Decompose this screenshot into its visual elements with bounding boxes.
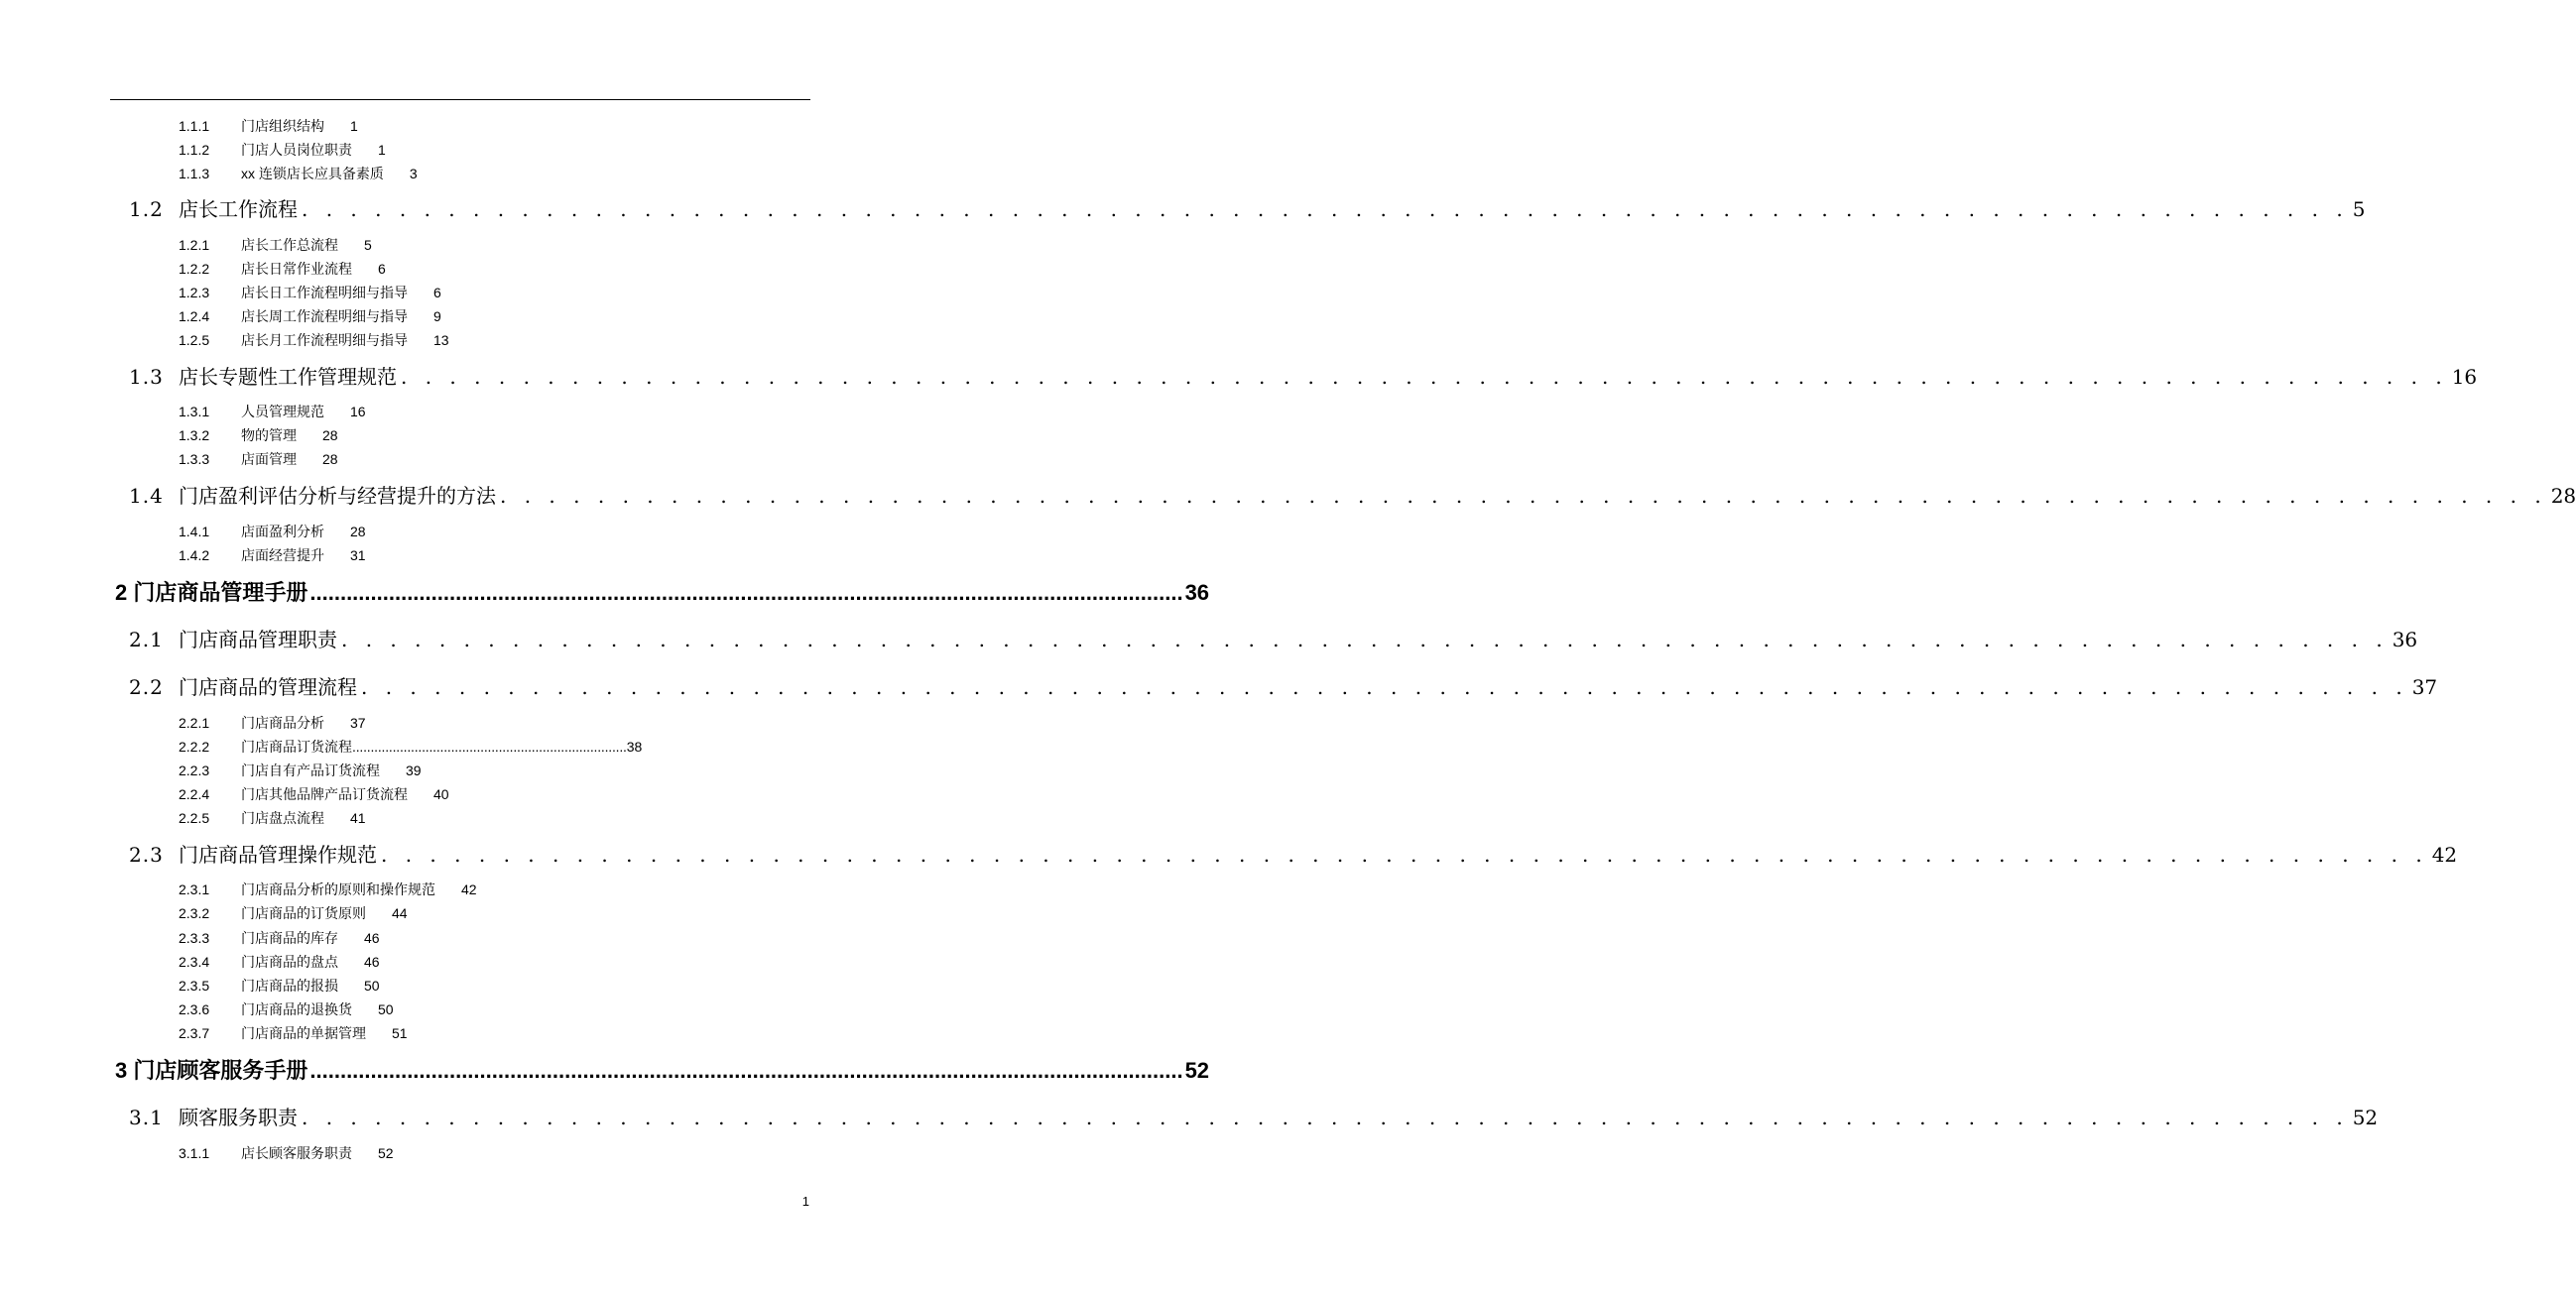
toc-page: 37 xyxy=(2411,675,2438,699)
toc-page: 42 xyxy=(461,881,477,897)
toc-title: 顾客服务职责 xyxy=(179,1106,298,1129)
toc-number: 2.3.7 xyxy=(179,1025,210,1041)
toc-page: 28 xyxy=(350,524,366,539)
toc-page: 37 xyxy=(350,715,366,731)
toc-title: 店长周工作流程明细与指导 xyxy=(241,308,408,324)
toc-page: 36 xyxy=(2392,628,2418,651)
toc-leader-dots: . . . . . . . . . . . . . . . . . . . . . . . . . . . . . . . . . . . . . . . . . . . . . . . . . . . . . . . . . . . . . . . . . . . . . . . . . . . . . . . . . . . . xyxy=(302,197,2349,221)
toc-title: 门店商品的管理流程 xyxy=(179,675,357,699)
toc-entry-1-2-4[interactable] xyxy=(0,307,913,325)
toc-title: 门店其他品牌产品订货流程 xyxy=(241,786,408,802)
toc-page: 1 xyxy=(350,118,358,134)
toc-entry-1-2[interactable] xyxy=(0,196,2366,222)
toc-title: 门店商品分析的原则和操作规范 xyxy=(241,881,435,897)
toc-number: 2.2.5 xyxy=(179,810,210,826)
toc-number: 1.1.3 xyxy=(179,166,210,181)
toc-entry-2-2-2[interactable] xyxy=(0,738,913,756)
toc-number: 1.4 xyxy=(129,484,164,508)
toc-number: 1.4.1 xyxy=(179,524,210,539)
toc-entry-1-3-2[interactable] xyxy=(0,426,913,444)
toc-number: 1.3.2 xyxy=(179,427,210,443)
toc-entry-1-2-1[interactable] xyxy=(0,236,913,254)
toc-page: 52 xyxy=(1184,1058,1210,1083)
toc-number: 1.3.3 xyxy=(179,451,210,467)
toc-page: 16 xyxy=(350,404,366,419)
toc-title: 店长顾客服务职责 xyxy=(241,1145,352,1161)
toc-entry-3-1[interactable] xyxy=(0,1105,2379,1130)
toc-title: 门店顾客服务手册 xyxy=(133,1058,308,1083)
toc-leader-dots: . . . . . . . . . . . . . . . . . . . . . . . . . . . . . . . . . . . . . . . . . . . . . . . . . . . . . . . . . . . . . . . . . . . . . . . . . . . . . . . . . . . . xyxy=(361,675,2408,699)
toc-title: 物的管理 xyxy=(241,427,297,443)
toc-title: 门店商品的报损 xyxy=(241,978,338,994)
header-rule xyxy=(110,99,810,100)
toc-chapter-3[interactable] xyxy=(0,1057,1210,1085)
toc-page: 46 xyxy=(364,930,380,946)
toc-entry-1-1-1[interactable] xyxy=(0,117,913,135)
toc-entry-2-2-3[interactable] xyxy=(0,762,913,779)
toc-title: 店长月工作流程明细与指导 xyxy=(241,332,408,348)
toc-page: 41 xyxy=(350,810,366,826)
toc-page: 38 xyxy=(626,739,643,755)
toc-entry-1-1-2[interactable] xyxy=(0,141,913,159)
toc-leader-dots: ................................................................................................................................................ xyxy=(309,1058,1183,1083)
toc-number: 1.2.1 xyxy=(179,237,210,253)
toc-entry-2-3-5[interactable] xyxy=(0,977,913,995)
toc-number: 2.3.4 xyxy=(179,954,210,970)
toc-title: 店长工作流程 xyxy=(179,197,298,221)
toc-number: 1.1.1 xyxy=(179,118,210,134)
toc-entry-3-1-1[interactable] xyxy=(0,1144,913,1162)
toc-entry-2-3-1[interactable] xyxy=(0,880,913,898)
toc-title: 门店组织结构 xyxy=(241,118,324,134)
toc-number: 1.2.5 xyxy=(179,332,210,348)
toc-title: 门店商品的库存 xyxy=(241,930,338,946)
toc-entry-2-3-6[interactable] xyxy=(0,1000,913,1018)
toc-page: 50 xyxy=(378,1001,394,1017)
toc-number: 3.1 xyxy=(129,1106,164,1129)
toc-page: 42 xyxy=(2431,843,2458,867)
toc-title: 店长日工作流程明细与指导 xyxy=(241,285,408,300)
toc-title: xx 连锁店长应具备素质 xyxy=(241,166,384,181)
toc-leader-dots: . . . . . . . . . . . . . . . . . . . . . . . . . . . . . . . . . . . . . . . . . . . . . . . . . . . . . . . . . . . . . . . . . . . . . . . . . . . . . . . . . . . . xyxy=(381,843,2428,867)
toc-title: 店长日常作业流程 xyxy=(241,261,352,277)
toc-title: 门店盘点流程 xyxy=(241,810,324,826)
toc-title: 门店商品分析 xyxy=(241,715,324,731)
toc-title: 门店商品管理操作规范 xyxy=(179,843,377,867)
toc-entry-1-2-3[interactable] xyxy=(0,284,913,301)
toc-number: 2.3.5 xyxy=(179,978,210,994)
toc-number: 3.1.1 xyxy=(179,1145,210,1161)
toc-number: 1.2.2 xyxy=(179,261,210,277)
toc-title: 门店商品管理手册 xyxy=(133,580,308,605)
toc-number: 2.3.1 xyxy=(179,881,210,897)
toc-entry-1-2-5[interactable] xyxy=(0,331,913,349)
toc-page: 28 xyxy=(2550,484,2576,508)
toc-page: 16 xyxy=(2451,365,2478,389)
toc-entry-2-3-4[interactable] xyxy=(0,953,913,971)
toc-number: 2.2.1 xyxy=(179,715,210,731)
toc-entry-2-3[interactable] xyxy=(0,842,2458,868)
toc-page: 46 xyxy=(364,954,380,970)
toc-page: 9 xyxy=(433,308,441,324)
toc-title: 门店商品订货流程 xyxy=(241,739,352,755)
toc-entry-2-3-7[interactable] xyxy=(0,1024,913,1042)
toc-title: 店面经营提升 xyxy=(241,547,324,563)
toc-page: 1 xyxy=(378,142,386,158)
toc-entry-1-3-3[interactable] xyxy=(0,450,913,468)
toc-entry-2-3-3[interactable] xyxy=(0,929,913,947)
toc-page: 6 xyxy=(433,285,441,300)
toc-title: 店长工作总流程 xyxy=(241,237,338,253)
toc-title: 门店商品的盘点 xyxy=(241,954,338,970)
toc-entry-1-4[interactable] xyxy=(0,483,2576,509)
toc-page: 5 xyxy=(2352,197,2366,221)
toc-number: 2.3.3 xyxy=(179,930,210,946)
toc-title: 门店人员岗位职责 xyxy=(241,142,352,158)
toc-page: 51 xyxy=(392,1025,408,1041)
toc-page: 39 xyxy=(406,763,422,778)
toc-chapter-2[interactable] xyxy=(0,579,1210,607)
toc-title: 门店盈利评估分析与经营提升的方法 xyxy=(179,484,496,508)
toc-title: 人员管理规范 xyxy=(241,404,324,419)
toc-number: 1.3 xyxy=(129,365,164,389)
toc-entry-1-3[interactable] xyxy=(0,364,2478,390)
toc-page: 5 xyxy=(364,237,372,253)
toc-number: 2.2 xyxy=(129,675,164,699)
toc-leader-dots: . . . . . . . . . . . . . . . . . . . . . . . . . . . . . . . . . . . . . . . . . . . . . . . . . . . . . . . . . . . . . . . . . . . . . . . . . . . . . . . . . . . . xyxy=(401,365,2448,389)
toc-number: 2.2.4 xyxy=(179,786,210,802)
toc-page: 28 xyxy=(322,451,338,467)
toc-leader-dots: . . . . . . . . . . . . . . . . . . . . . . . . . . . . . . . . . . . . . . . . . . . . . . . . . . . . . . . . . . . . . . . . . . . . . . . . . . . . . . . . . . . . xyxy=(341,628,2389,651)
toc-number: 1.2 xyxy=(129,197,164,221)
toc-number: 2.3 xyxy=(129,843,164,867)
toc-entry-1-1-3[interactable] xyxy=(0,165,913,182)
toc-entry-1-3-1[interactable] xyxy=(0,403,913,420)
toc-title: 门店自有产品订货流程 xyxy=(241,763,380,778)
toc-number: 2.3.6 xyxy=(179,1001,210,1017)
toc-page: 3 xyxy=(409,166,418,181)
toc-title: 门店商品的订货原则 xyxy=(241,905,366,921)
toc-title: 门店商品管理职责 xyxy=(179,628,337,651)
toc-entry-1-4-2[interactable] xyxy=(0,546,913,564)
toc-number: 1.1.2 xyxy=(179,142,210,158)
toc-entry-2-2-1[interactable] xyxy=(0,714,913,732)
toc-leader-dots: ................................................................................................................................................ xyxy=(309,580,1183,605)
toc-number: 3 xyxy=(115,1058,128,1083)
toc-number: 1.2.4 xyxy=(179,308,210,324)
toc-entry-2-3-2[interactable] xyxy=(0,904,913,922)
toc-number: 1.4.2 xyxy=(179,547,210,563)
toc-page: 44 xyxy=(392,905,408,921)
toc-leader-dots: . . . . . . . . . . . . . . . . . . . . . . . . . . . . . . . . . . . . . . . . . . . . . . . . . . . . . . . . . . . . . . . . . . . . . . . . . . . . . . . . . . . . xyxy=(302,1106,2349,1129)
toc-number: 1.3.1 xyxy=(179,404,210,419)
toc-title: 门店商品的退换货 xyxy=(241,1001,352,1017)
toc-leader-dots: ........................................................................... xyxy=(352,739,627,755)
toc-page: 40 xyxy=(433,786,449,802)
toc-entry-1-4-1[interactable] xyxy=(0,523,913,540)
toc-entry-2-2[interactable] xyxy=(0,674,2438,700)
toc-page: 50 xyxy=(364,978,380,994)
toc-title: 店面管理 xyxy=(241,451,297,467)
toc-page: 6 xyxy=(378,261,386,277)
toc-page: 52 xyxy=(2352,1106,2379,1129)
toc-page: 31 xyxy=(350,547,366,563)
toc-number: 2.1 xyxy=(129,628,164,651)
toc-entry-2-2-5[interactable] xyxy=(0,809,913,827)
toc-entry-2-1[interactable] xyxy=(0,627,2418,652)
toc-title: 店长专题性工作管理规范 xyxy=(179,365,397,389)
toc-page: 52 xyxy=(378,1145,394,1161)
toc-number: 1.2.3 xyxy=(179,285,210,300)
toc-leader-dots: . . . . . . . . . . . . . . . . . . . . . . . . . . . . . . . . . . . . . . . . . . . . . . . . . . . . . . . . . . . . . . . . . . . . . . . . . . . . . . . . . . . . xyxy=(500,484,2547,508)
toc-page: 28 xyxy=(322,427,338,443)
page-number: 1 xyxy=(801,1194,809,1209)
toc-number: 2 xyxy=(115,580,128,605)
toc-entry-2-2-4[interactable] xyxy=(0,785,913,803)
toc-page: 13 xyxy=(433,332,449,348)
toc-title: 店面盈利分析 xyxy=(241,524,324,539)
toc-number: 2.2.3 xyxy=(179,763,210,778)
toc-number: 2.2.2 xyxy=(179,739,210,755)
toc-entry-1-2-2[interactable] xyxy=(0,260,913,278)
toc-page: 36 xyxy=(1184,580,1210,605)
toc-number: 2.3.2 xyxy=(179,905,210,921)
toc-title: 门店商品的单据管理 xyxy=(241,1025,366,1041)
